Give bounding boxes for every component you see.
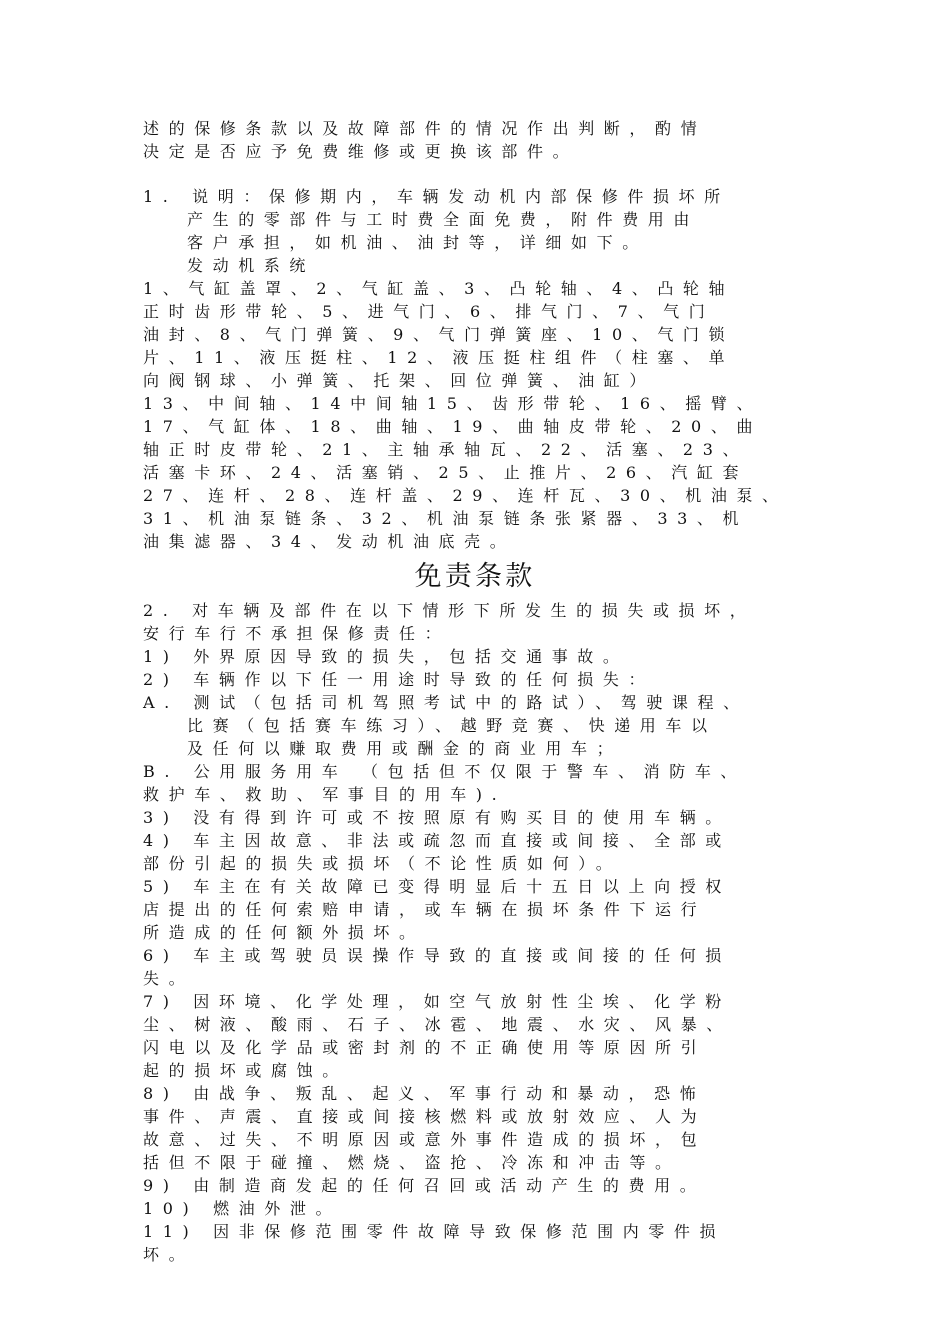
text-line: 述的保修条款以及故障部件的情况作出判断，酌情: [143, 119, 707, 138]
text-line: 尘、树液、酸雨、石子、冰雹、地震、水灾、风暴、: [143, 1015, 732, 1034]
text-line: 产生的零部件与工时费全面免费，附件费用由: [187, 210, 700, 229]
text-line: 事件、声震、直接或间接核燃料或放射效应、人为: [143, 1107, 707, 1126]
list-item: 4) 车主因故意、非法或疏忽而直接或间接、全部或: [143, 831, 731, 850]
text-line: 比赛（包括赛车练习）、越野竞赛、快递用车以: [187, 716, 717, 735]
list-item: 11) 因非保修范围零件故障导致保修范围内零件损: [143, 1222, 726, 1241]
subsection-label: 发动机系统: [187, 256, 316, 275]
parts-line: 13、中间轴、14中间轴15、齿形带轮、16、摇臂、: [143, 394, 763, 413]
text-line: 坏。: [143, 1245, 195, 1264]
parts-line: 油集滤器、34、发动机油底壳。: [143, 532, 516, 551]
text-line: 所造成的任何额外损坏。: [143, 923, 425, 942]
parts-line: 油封、8、气门弹簧、9、气门弹簧座、10、气门锁: [143, 325, 735, 344]
text-line: 客户承担，如机油、油封等，详细如下。: [187, 233, 648, 252]
parts-line: 17、气缸体、18、曲轴、19、曲轴皮带轮、20、曲: [143, 417, 763, 436]
text-line: 故意、过失、不明原因或意外事件造成的损坏，包: [143, 1130, 707, 1149]
section-title: 免责条款: [414, 561, 536, 592]
list-item: 8) 由战争、叛乱、起义、军事行动和暴动，恐怖: [143, 1084, 706, 1103]
section1-heading: 1. 说明：保修期内，车辆发动机内部保修件损坏所: [143, 187, 730, 206]
parts-line: 正时齿形带轮、5、进气门、6、排气门、7、气门: [143, 302, 715, 321]
text-line: 括但不限于碰撞、燃烧、盗抢、冷冻和冲击等。: [143, 1153, 681, 1172]
parts-line: 27、连杆、28、连杆盖、29、连杆瓦、30、机油泵、: [143, 486, 788, 505]
list-item: 7) 因环境、化学处理，如空气放射性尘埃、化学粉: [143, 992, 731, 1011]
text-line: 救护车、救助、军事目的用车).: [143, 785, 507, 804]
parts-line: 活塞卡环、24、活塞销、25、止推片、26、汽缸套: [143, 463, 749, 482]
parts-line: 片、11、液压挺柱、12、液压挺柱组件（柱塞、单: [143, 348, 735, 367]
text-line: 决定是否应予免费维修或更换该部件。: [143, 142, 579, 161]
text-line: 店提出的任何索赔申请，或车辆在损坏条件下运行: [143, 900, 707, 919]
text-line: 部份引起的损失或损坏（不论性质如何）。: [143, 854, 622, 873]
parts-line: 1、气缸盖罩、2、气缸盖、3、凸轮轴、4、凸轮轴: [143, 279, 735, 298]
section2-heading: 2. 对车辆及部件在以下情形下所发生的损失或损坏，: [143, 601, 756, 620]
list-item: A. 测试（包括司机驾照考试中的路试）、驾驶课程、: [143, 693, 749, 712]
list-item: 3) 没有得到许可或不按照原有购买目的使用车辆。: [143, 808, 731, 827]
list-item: 9) 由制造商发起的任何召回或活动产生的费用。: [143, 1176, 706, 1195]
list-item: 10) 燃油外泄。: [143, 1199, 342, 1218]
parts-line: 31、机油泵链条、32、机油泵链条张紧器、33、机: [143, 509, 749, 528]
list-item: 6) 车主或驾驶员误操作导致的直接或间接的任何损: [143, 946, 731, 965]
list-item: 5) 车主在有关故障已变得明显后十五日以上向授权: [143, 877, 731, 896]
list-item: 1) 外界原因导致的损失，包括交通事故。: [143, 647, 629, 666]
text-line: 起的损坏或腐蚀。: [143, 1061, 348, 1080]
list-item: B. 公用服务用车 （包括但不仅限于警车、消防车、: [143, 762, 747, 781]
text-line: 安行车行不承担保修责任：: [143, 624, 451, 643]
parts-line: 轴正时皮带轮、21、主轴承轴瓦、22、活塞、23、: [143, 440, 749, 459]
list-item: 2) 车辆作以下任一用途时导致的任何损失：: [143, 670, 655, 689]
parts-line: 向阀钢球、小弹簧、托架、回位弹簧、油缸）: [143, 371, 656, 390]
text-line: 及任何以赚取费用或酬金的商业用车；: [187, 739, 623, 758]
text-line: 闪电以及化学品或密封剂的不正确使用等原因所引: [143, 1038, 707, 1057]
text-line: 失。: [143, 969, 195, 988]
